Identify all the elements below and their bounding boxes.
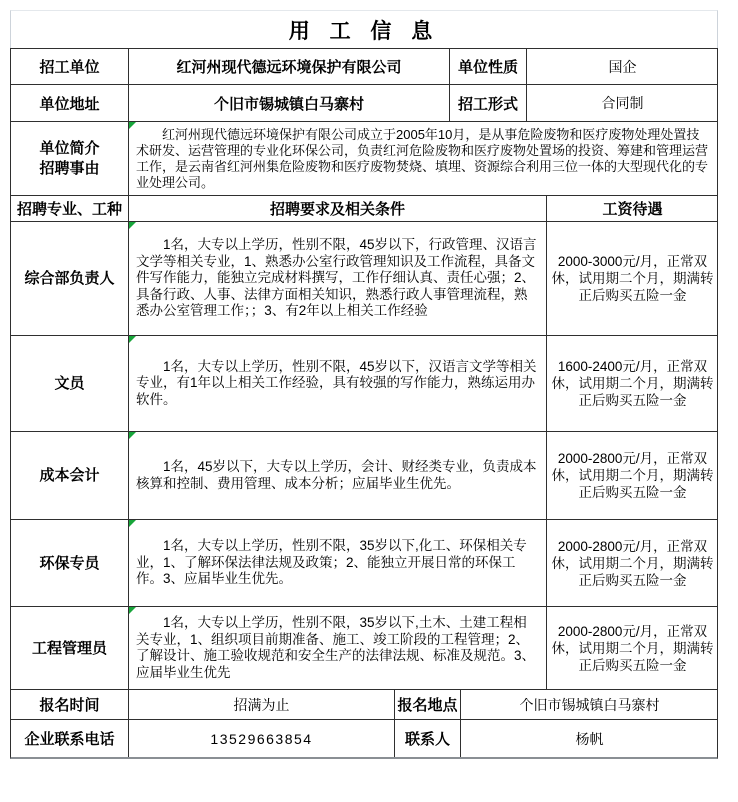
job-salary-cell <box>546 222 718 335</box>
row-contact <box>10 720 718 759</box>
employment-info-table <box>10 10 718 759</box>
unit-nature-value: 国企 <box>526 49 718 84</box>
excel-error-marker-icon <box>129 520 136 527</box>
phone-label: 企业联系电话 <box>24 731 115 748</box>
employer-label: 招工单位 <box>39 59 100 76</box>
intro-content-cell <box>128 122 718 195</box>
job-requirements: 1名，大专以上学历，性别不限，45岁以下，汉语言文学等相关专业，有1年以上相关工作经验，具有较强的写作能力，熟练运用办软件。 <box>136 358 537 407</box>
excel-error-marker-icon <box>129 122 136 129</box>
job-title: 综合部负责人 <box>24 270 115 287</box>
job-salary-cell <box>546 336 718 431</box>
job-salary-cell <box>546 520 718 606</box>
job-requirements-cell <box>128 222 546 335</box>
intro-label <box>11 122 128 195</box>
signup-time-label: 报名时间 <box>39 697 100 714</box>
job-requirements: 1名，45岁以下，大专以上学历，会计、财经类专业，负责成本核算和控制、费用管理、成本分析；应届毕业生优先。 <box>136 459 537 491</box>
hire-form-label: 招工形式 <box>449 85 526 121</box>
job-salary-cell <box>546 607 718 689</box>
employer-name: 红河州现代德远环境保护有限公司 <box>128 49 449 84</box>
job-requirements: 1名，大专以上学历，性别不限，45岁以下，行政管理、汉语言文学等相关专业，1、熟悉办公室行政管理知识及工作流程，具备文件写作能力，能独立完成材料撰写，工作仔细认真、责任心强；2、具备行政、人事、法律方面相关知识，熟悉行政人事管理流程，熟悉办公室管理工作；；3、有2年以上相关工作经验 <box>136 237 537 319</box>
intro-label-line2: 招聘事由 <box>39 159 100 177</box>
job-requirements: 1名，大专以上学历，性别不限，35岁以下,化工、环保相关专业，1、了解环保法律法规及政策；2、能独立开展日常的环保工作。3、应届毕业生优先。 <box>136 538 527 587</box>
job-salary: 1600-2400元/月，正常双休，试用期二个月，期满转正后购买五险一金 <box>551 359 714 408</box>
contact-person-value: 杨帆 <box>460 720 718 757</box>
hire-form-value: 合同制 <box>526 85 718 121</box>
excel-error-marker-icon <box>129 222 136 229</box>
intro-label-line1: 单位简介 <box>39 139 100 157</box>
job-requirements-cell <box>128 336 546 431</box>
address-label: 单位地址 <box>39 95 100 113</box>
row-employer <box>10 48 718 85</box>
job-salary: 2000-2800元/月，正常双休，试用期二个月，期满转正后购买五险一金 <box>551 623 714 673</box>
excel-error-marker-icon <box>129 607 136 614</box>
row-company-intro <box>10 122 718 196</box>
job-row <box>10 607 718 690</box>
address-value: 个旧市锡城镇白马寨村 <box>128 85 449 121</box>
job-row <box>10 520 718 607</box>
job-title: 文员 <box>54 375 85 392</box>
job-row <box>10 336 718 432</box>
header-position: 招聘专业、工种 <box>16 201 122 218</box>
job-requirements-cell <box>128 520 546 606</box>
job-salary: 2000-2800元/月，正常双休，试用期二个月，期满转正后购买五险一金 <box>551 538 714 588</box>
intro-text: 红河州现代德远环境保护有限公司成立于2005年10月，是从事危险废物和医疗废物处理处置技术研发、运营管理的专业化环保公司，负责红河危险废物和医疗废物处置场的投资、筹建和管理运营工作，是云南省红河州集危险废物和医疗废物焚烧、填埋、资源综合利用三位一体的大型现代化的专业处理公司。 <box>136 126 709 190</box>
contact-person-label: 联系人 <box>394 720 460 757</box>
jobs-header-row <box>10 196 718 222</box>
header-requirements: 招聘要求及相关条件 <box>128 196 546 221</box>
signup-place-label: 报名地点 <box>394 690 460 719</box>
job-title: 工程管理员 <box>31 639 107 657</box>
row-signup-time <box>10 690 718 720</box>
job-row <box>10 222 718 336</box>
job-title: 环保专员 <box>39 554 100 572</box>
job-salary: 2000-3000元/月，正常双休，试用期二个月，期满转正后购买五险一金 <box>551 254 714 303</box>
unit-nature-label: 单位性质 <box>449 49 526 84</box>
table-title-row <box>10 10 718 48</box>
job-row <box>10 432 718 520</box>
excel-error-marker-icon <box>129 432 136 439</box>
job-requirements: 1名，大专以上学历，性别不限，35岁以下,土木、土建工程相关专业，1、组织项目前期准备、施工、竣工阶段的工程管理；2、了解设计、施工验收规范和安全生产的法律法规、标准及规范。3、应届毕业生优先 <box>136 615 536 680</box>
phone-value: 13529663854 <box>128 720 394 757</box>
job-salary: 2000-2800元/月，正常双休，试用期二个月，期满转正后购买五险一金 <box>551 451 714 500</box>
job-requirements-cell <box>128 432 546 519</box>
signup-time-value: 招满为止 <box>128 690 394 719</box>
job-title: 成本会计 <box>39 467 100 484</box>
job-requirements-cell <box>128 607 546 689</box>
excel-error-marker-icon <box>129 336 136 343</box>
job-salary-cell <box>546 432 718 519</box>
header-salary: 工资待遇 <box>546 196 718 221</box>
page-title: 用 工 信 息 <box>288 19 440 43</box>
signup-place-value: 个旧市锡城镇白马寨村 <box>460 690 718 719</box>
row-address <box>10 85 718 122</box>
